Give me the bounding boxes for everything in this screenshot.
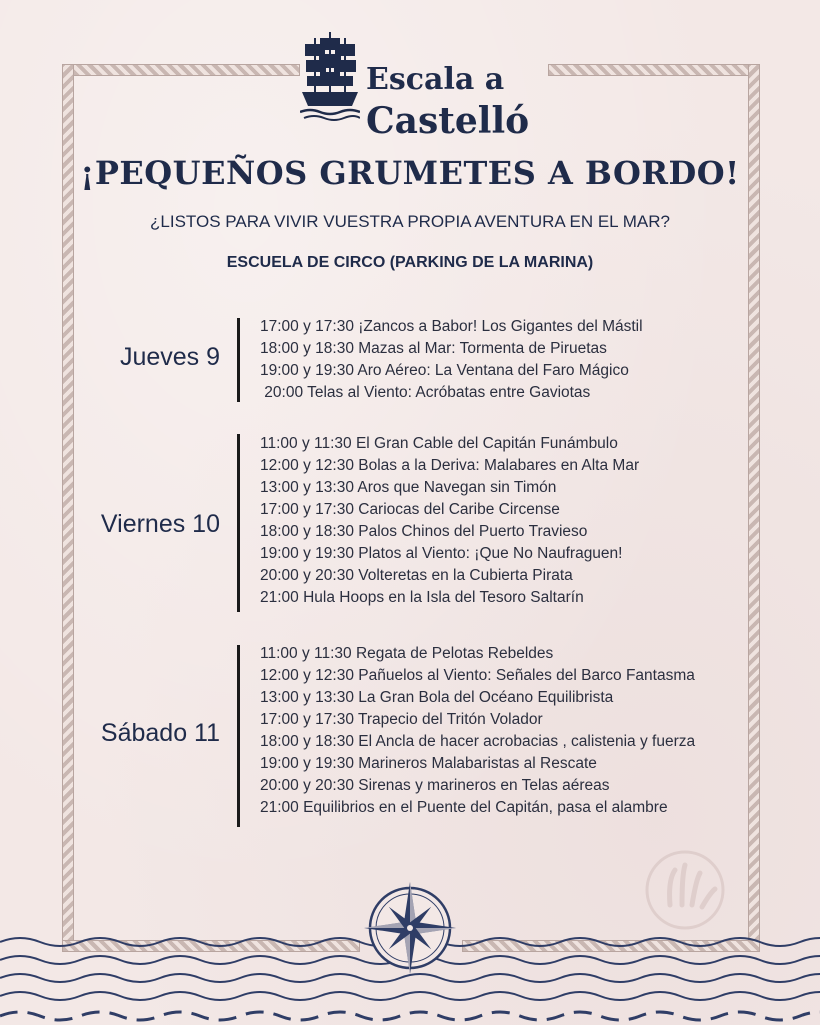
event-item: 19:00 y 19:30 Platos al Viento: ¡Que No Naufraguen! — [260, 545, 623, 562]
rope-frame-right — [748, 64, 760, 952]
venue-label: ESCUELA DE CIRCO (PARKING DE LA MARINA) — [226, 254, 594, 271]
compass-rose-icon — [360, 878, 460, 978]
event-list — [260, 643, 695, 819]
day-divider — [237, 645, 240, 827]
event-item: 20:00 y 20:30 Sirenas y marineros en Telas aéreas — [260, 777, 610, 794]
day-name: Viernes 10 — [100, 510, 220, 538]
event-item: 18:00 y 18:30 Mazas al Mar: Tormenta de Piruetas — [260, 340, 607, 357]
rope-frame-left — [62, 64, 74, 952]
event-item: 19:00 y 19:30 Aro Aéreo: La Ventana del Faro Mágico — [260, 362, 629, 379]
event-logo — [300, 26, 540, 142]
rope-frame-top-left — [62, 64, 300, 76]
day-name: Sábado 11 — [100, 719, 220, 747]
rope-frame-top-right — [548, 64, 760, 76]
event-item: 20:00 y 20:30 Volteretas en la Cubierta Pirata — [260, 567, 573, 584]
event-item: 17:00 y 17:30 ¡Zancos a Babor! Los Gigantes del Mástil — [260, 318, 643, 335]
event-item: 19:00 y 19:30 Marineros Malabaristas al Rescate — [260, 755, 597, 772]
event-item: 12:00 y 12:30 Bolas a la Deriva: Malabares en Alta Mar — [260, 457, 640, 474]
event-item: 11:00 y 11:30 El Gran Cable del Capitán Funámbulo — [260, 435, 618, 452]
poster-title: ¡PEQUEÑOS GRUMETES A BORDO! — [80, 154, 740, 192]
event-item: 21:00 Hula Hoops en la Isla del Tesoro Saltarín — [260, 589, 584, 606]
sailing-ship-icon — [300, 30, 360, 122]
event-list — [260, 316, 643, 404]
event-item: 13:00 y 13:30 La Gran Bola del Océano Equilibrista — [260, 689, 614, 706]
event-item: 21:00 Equilibrios en el Puente del Capitán, pasa el alambre — [260, 799, 668, 816]
event-item: 17:00 y 17:30 Trapecio del Tritón Volador — [260, 711, 543, 728]
event-item: 18:00 y 18:30 El Ancla de hacer acrobacias , calistenia y fuerza — [260, 733, 696, 750]
day-divider — [237, 318, 240, 402]
event-item: 18:00 y 18:30 Palos Chinos del Puerto Travieso — [260, 523, 588, 540]
day-divider — [237, 434, 240, 612]
logo-text-line1: Escala a — [366, 62, 505, 97]
logo-text-line2: Castelló — [366, 100, 530, 142]
poster-subtitle: ¿LISTOS PARA VIVIR VUESTRA PROPIA AVENTURA EN EL MAR? — [150, 212, 670, 231]
event-item: 12:00 y 12:30 Pañuelos al Viento: Señales del Barco Fantasma — [260, 667, 695, 684]
event-list — [260, 433, 639, 609]
day-name: Jueves 9 — [119, 343, 220, 371]
event-item: 13:00 y 13:30 Aros que Navegan sin Timón — [260, 479, 557, 496]
event-item: 20:00 Telas al Viento: Acróbatas entre Gaviotas — [260, 384, 591, 401]
event-item: 17:00 y 17:30 Cariocas del Caribe Circense — [260, 501, 560, 518]
handprint-stamp-icon — [630, 845, 740, 935]
event-item: 11:00 y 11:30 Regata de Pelotas Rebeldes — [260, 645, 554, 662]
